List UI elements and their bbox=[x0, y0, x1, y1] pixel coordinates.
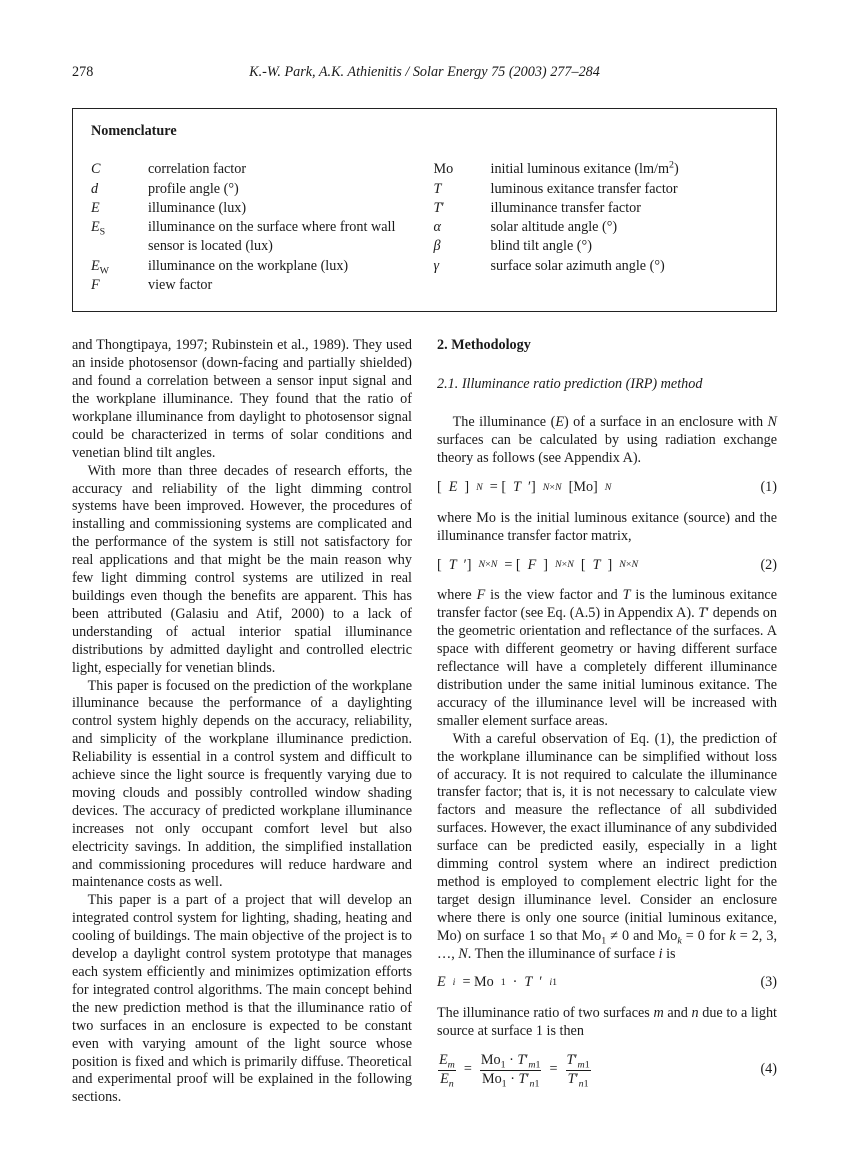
equation-formula: [ T ′] N×N = [ F ] N×N [ T ] N×N bbox=[437, 556, 639, 573]
equation-formula: E i = Mo 1 · T ′ i1 bbox=[437, 974, 558, 991]
nomenclature-symbol: Mo bbox=[433, 161, 454, 178]
right-column bbox=[437, 337, 777, 1107]
paragraph: With a careful observation of Eq. (1), the prediction of the workplane illuminance can be simplified without loss of accuracy. It is not required to calculate the illuminance transfer factor; that is, it is not necessary to calculate view factors and measure the reflectance of all subdivided surfaces. However, the exact illuminance of any subdivided surface can be predicted easily, especially in a light dimming control system where an indirect prediction method is employed to complement electric light for the target design illuminance level. Consider an enclosure where there is only one source (initial luminous exitance, Mo) on surface 1 so that $Mo_1 \ne 0$ and $Mo_k = 0$ for k = 2, 3, …, N. Then the illuminance of surface i is bbox=[437, 730, 777, 962]
nomenclature-symbol: E bbox=[91, 199, 100, 216]
subsection-heading: 2.1. Illuminance ratio prediction (IRP) method bbox=[437, 376, 703, 393]
body-columns bbox=[72, 337, 777, 1107]
nomenclature-column-left bbox=[91, 160, 416, 295]
equals-sign: = bbox=[549, 1061, 558, 1078]
nomenclature-definition: illuminance (lux) bbox=[148, 199, 247, 216]
equation-formula bbox=[437, 1052, 592, 1089]
nomenclature-definition: luminous exitance transfer factor bbox=[490, 180, 678, 197]
fraction-numerator: $Mo_1 \cdot T'_{m1}$ bbox=[480, 1052, 541, 1071]
paragraph: The illuminance ratio of two surfaces m and n due to a light source at surface 1 is then bbox=[437, 1005, 777, 1040]
running-head: K.-W. Park, A.K. Athienitis / Solar Energy 75 (2003) 277–284 bbox=[249, 64, 600, 80]
nomenclature-column-right bbox=[434, 160, 759, 295]
nomenclature-row bbox=[91, 218, 416, 257]
paragraph: and Thongtipaya, 1997; Rubinstein et al., 1989). They used an inside photosensor (down-facing and partially shielded) and found a correlation between a sensor input signal and the workplane illuminance. They found that the ratio of workplane illuminance from daylight to photosensor signal could be characterized in terms of solar conditions and venetian blind tilt angles. bbox=[72, 337, 412, 461]
nomenclature-row bbox=[91, 160, 416, 179]
nomenclature-symbol: α bbox=[433, 219, 441, 236]
nomenclature-row bbox=[434, 199, 759, 218]
paragraph: This paper is a part of a project that will develop an integrated control system for lighting, shading, heating and cooling of buildings. The main objective of the project is to develop a daylight control system prototype that manages each system efficiently and minimizes optimization efforts for integrated control algorithms. The main concept behind the new prediction method is that the illuminance ratio of two surfaces in an enclosure is expected to be constant even with varying amount of the light source whose position is fixed and which is primarily diffuse. Theoretical and experimental proof will be explained in the following sections. bbox=[72, 892, 412, 1106]
paragraph: where Mo is the initial luminous exitance (source) and the illuminance transfer factor matrix, bbox=[437, 509, 777, 544]
nomenclature-row bbox=[434, 237, 759, 256]
section-heading: 2. Methodology bbox=[437, 337, 531, 354]
nomenclature-row bbox=[434, 160, 759, 179]
equation-2 bbox=[437, 557, 777, 575]
nomenclature-definition: illuminance transfer factor bbox=[490, 199, 641, 216]
nomenclature-definition: profile angle (°) bbox=[148, 180, 239, 197]
nomenclature-symbol: F bbox=[91, 276, 100, 293]
nomenclature-definition: illuminance on the surface where front wall sensor is located (lux) bbox=[148, 219, 396, 255]
page-number: 278 bbox=[72, 64, 94, 80]
page-header bbox=[72, 64, 777, 82]
nomenclature-definition: solar altitude angle (°) bbox=[490, 219, 618, 236]
nomenclature-symbol: C bbox=[91, 161, 101, 178]
nomenclature-box bbox=[72, 108, 777, 312]
equation-3 bbox=[437, 974, 777, 992]
fraction bbox=[479, 1052, 543, 1089]
nomenclature-row bbox=[91, 257, 416, 276]
paragraph: With more than three decades of research efforts, the accuracy and reliability of the light dimming control systems have been improved. However, the procedures of installing and commissioning systems are complicated and the performance of the system is still not satisfactory for real applications and that might be the main reason why few light dimming control systems are utilized in real buildings even though the benefits are apparent. This has been attributed (Galasiu and Atif, 2000) to a lack of understanding of actual interior spatial illuminance distributions by admitted daylight and controlled electric light, especially for venetian blinds. bbox=[72, 462, 412, 676]
fraction-numerator: $E_m$ bbox=[439, 1052, 455, 1071]
nomenclature-symbol: T bbox=[433, 180, 442, 197]
left-column bbox=[72, 337, 412, 1107]
nomenclature-row bbox=[434, 257, 759, 276]
fraction bbox=[437, 1052, 457, 1089]
nomenclature-symbol: d bbox=[91, 180, 99, 197]
nomenclature-symbol: $E_W$ bbox=[91, 257, 110, 277]
paragraph: The illuminance (E) of a surface in an enclosure with N surfaces can be calculated by using radiation exchange theory as follows (see Appendix A). bbox=[437, 414, 777, 466]
equals-sign: = bbox=[463, 1061, 472, 1078]
equation-1 bbox=[437, 479, 777, 497]
fraction-numerator: $T'_{m1}$ bbox=[566, 1052, 590, 1071]
equation-number: (2) bbox=[760, 556, 777, 573]
nomenclature-row bbox=[91, 180, 416, 199]
nomenclature-definition: initial luminous exitance $(lm/m^2)$ bbox=[490, 159, 679, 178]
nomenclature-row bbox=[91, 199, 416, 218]
fraction bbox=[565, 1052, 592, 1089]
nomenclature-row bbox=[91, 276, 416, 295]
equation-4 bbox=[437, 1052, 777, 1089]
equation-number: (3) bbox=[760, 974, 777, 991]
nomenclature-symbol: β bbox=[433, 238, 441, 255]
nomenclature-row bbox=[434, 218, 759, 237]
paragraph: where F is the view factor and T is the luminous exitance transfer factor (see Eq. (A.5) in Appendix A). T′ depends on the geometric orientation and reflectance of the surfaces. A space with different geometry or having different surface reflectance will have a completely different illuminance distribution under the same initial luminous exitance. The accuracy of the illuminance level will be increased with smaller element surface areas. bbox=[437, 587, 778, 729]
nomenclature-row bbox=[434, 180, 759, 199]
equation-number: (1) bbox=[760, 478, 777, 495]
nomenclature-symbol: γ bbox=[433, 257, 440, 274]
fraction-denominator: $T'_{n1}$ bbox=[567, 1070, 589, 1090]
nomenclature-definition: blind tilt angle (°) bbox=[490, 238, 592, 255]
nomenclature-title: Nomenclature bbox=[91, 122, 177, 139]
nomenclature-columns bbox=[91, 160, 758, 295]
nomenclature-definition: illuminance on the workplane (lux) bbox=[148, 257, 349, 274]
paragraph: This paper is focused on the prediction of the workplane illuminance because the performance of a daylighting control system highly depends on the accuracy, reliability, and simplicity of the workplane illuminance prediction. Reliability is essential in a control system and difficult to achieve since the light source is frequently varying due to moving clouds and possibly controlled window shading devices. The accuracy of predicted workplane illuminance increases not only occupant comfort level but also electricity savings. In addition, the simplified installation and commissioning procedures will reduce hardware and maintenance costs as well. bbox=[72, 677, 412, 891]
nomenclature-symbol: T′ bbox=[433, 199, 445, 216]
nomenclature-symbol: $E_S$ bbox=[91, 219, 106, 238]
equation-formula: [ E ] N = [ T ′] N×N [Mo] N bbox=[437, 478, 612, 495]
equation-number: (4) bbox=[760, 1061, 777, 1078]
nomenclature-definition: surface solar azimuth angle (°) bbox=[490, 257, 665, 274]
nomenclature-definition: correlation factor bbox=[148, 161, 247, 178]
fraction-denominator: $E_n$ bbox=[440, 1070, 454, 1090]
nomenclature-definition: view factor bbox=[148, 276, 213, 293]
fraction-denominator: $Mo_1 \cdot T'_{n1}$ bbox=[481, 1070, 540, 1090]
